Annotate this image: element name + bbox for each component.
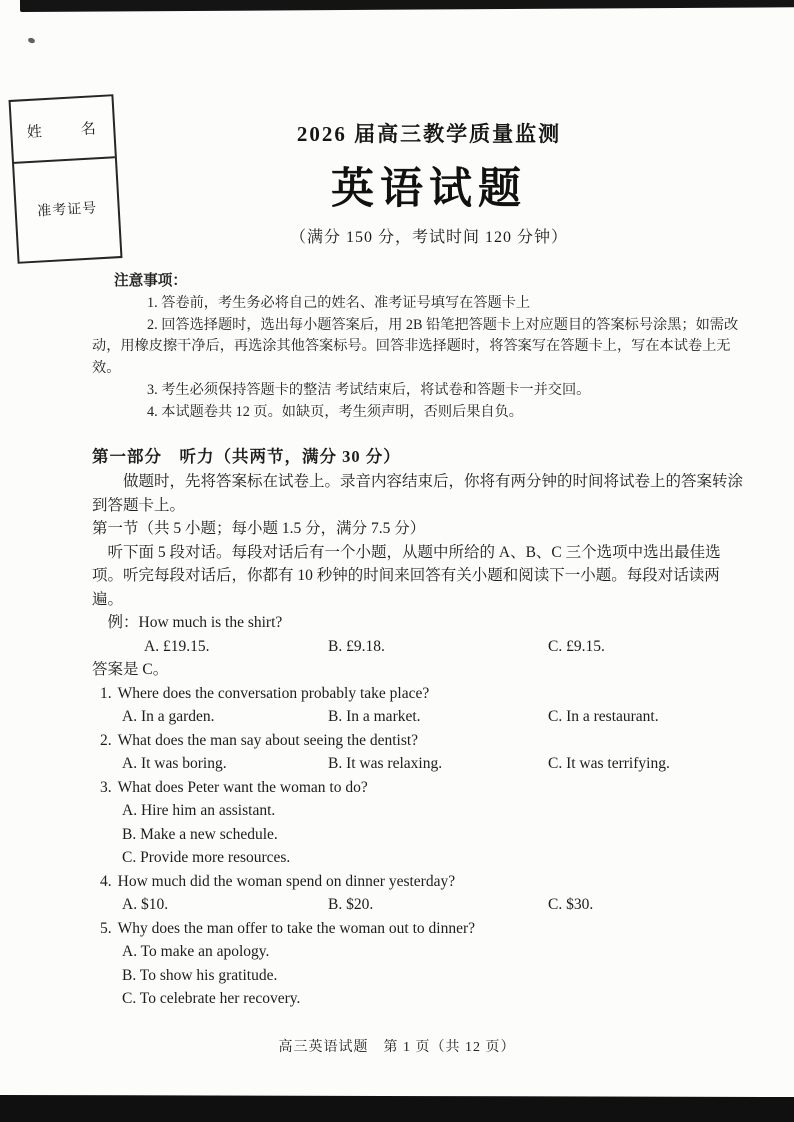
note-item: 1. 答卷前，考生务必将自己的姓名、准考证号填写在答题卡上: [147, 294, 531, 311]
question-number: 4.: [100, 872, 112, 890]
exam-title: 2026 届高三教学质量监测: [296, 122, 562, 146]
question-number: 5.: [100, 919, 112, 937]
option-b: B. $20.: [328, 896, 374, 913]
part1-intro: 做题时，先将答案标在试卷上。录音内容结束后，你将有两分钟的时间将试卷上的答案转涂到答题卡上。: [92, 473, 744, 514]
option-a: A. $10.: [122, 896, 169, 913]
option-c: C. $30.: [548, 896, 594, 913]
part1-heading: 第一部分 听力（共两节，满分 30 分）: [92, 447, 401, 466]
question-1: [92, 682, 746, 729]
options-row: [92, 705, 746, 729]
note-item: 4. 本试题卷共 12 页。如缺页，考生须声明，否则后果自负。: [147, 403, 523, 420]
question-stem: What does Peter want the woman to do?: [117, 778, 368, 796]
part1-listening-section: [92, 444, 746, 1011]
option-b: B. To show his gratitude.: [122, 966, 278, 984]
notes-heading: 注意事项：: [114, 273, 187, 289]
scan-edge-top: [20, 0, 794, 12]
option-b: B. It was relaxing.: [328, 755, 443, 772]
option-c: C. It was terrifying.: [548, 755, 670, 772]
example-option-c: C. £9.15.: [548, 637, 605, 655]
question-3: [92, 776, 746, 870]
score-and-time-meta: （满分 150 分，考试时间 120 分钟）: [289, 229, 568, 246]
option-c: C. In a restaurant.: [548, 708, 659, 725]
question-stem: What does the man say about seeing the dentist?: [117, 731, 419, 749]
example-prompt: 例：How much is the shirt?: [107, 614, 283, 631]
example-answer: 答案是 C。: [92, 661, 169, 678]
question-number: 1.: [100, 684, 112, 702]
question-text: [92, 917, 746, 941]
question-2: [92, 729, 746, 776]
example-option-b: B. £9.18.: [328, 637, 385, 655]
options-row: [92, 893, 746, 917]
name-field-label: 姓 名: [11, 96, 115, 164]
option-a: A. To make an apology.: [122, 943, 270, 960]
page-footer: 高三英语试题 第 1 页（共 12 页）: [278, 1040, 516, 1055]
section1-heading: 第一节（共 5 小题；每小题 1.5 分，满分 7.5 分）: [92, 520, 426, 537]
section1-intro: 听下面 5 段对话。每段对话后有一个小题，从题中所给的 A、B、C 三个选项中选出最佳选项。听完每段对话后，你都有 10 秒钟的时间来回答有关小题和阅读下一小题。每段对话读两遍。: [92, 543, 721, 608]
note-item: 3. 考生必须保持答题卡的整洁 考试结束后，将试卷和答题卡一并交回。: [147, 381, 591, 398]
option-b: B. Make a new schedule.: [122, 825, 278, 843]
notes-section: [92, 271, 746, 424]
question-text: [92, 776, 746, 800]
option-a: A. In a garden.: [122, 708, 215, 725]
example-option-a: A. £19.15.: [144, 637, 210, 655]
question-number: 2.: [100, 731, 112, 749]
option-c: C. Provide more resources.: [122, 849, 291, 866]
question-number: 3.: [100, 778, 112, 796]
question-5: [92, 917, 746, 1011]
exam-id-field-label: 准考证号: [36, 201, 98, 220]
scan-edge-bottom: [0, 1095, 794, 1122]
question-4: [92, 870, 746, 917]
example-options-row: [92, 635, 746, 659]
question-text: [92, 729, 746, 753]
option-a: A. Hire him an assistant.: [122, 802, 276, 819]
subject-title: 英语试题: [331, 166, 527, 213]
options-stack: [92, 799, 746, 870]
note-item: 2. 回答选择题时，选出每小题答案后，用 2B 铅笔把答题卡上对应题目的答案标号涂黑；如需改动，用橡皮擦干净后，再选涂其他答案标号。回答非选择题时，将答案写在答题卡上，写在本试卷上无效。: [92, 316, 739, 377]
options-row: [92, 752, 746, 776]
question-text: [92, 870, 746, 894]
option-a: A. It was boring.: [122, 755, 227, 772]
question-stem: Where does the conversation probably take place?: [117, 684, 430, 702]
question-stem: How much did the woman spend on dinner yesterday?: [117, 872, 456, 890]
question-text: [92, 682, 746, 706]
option-b: B. In a market.: [328, 708, 421, 725]
question-stem: Why does the man offer to take the woman out to dinner?: [117, 919, 476, 937]
options-stack: [92, 940, 746, 1011]
option-c: C. To celebrate her recovery.: [122, 990, 301, 1007]
scan-artifact-dot: [27, 37, 35, 44]
